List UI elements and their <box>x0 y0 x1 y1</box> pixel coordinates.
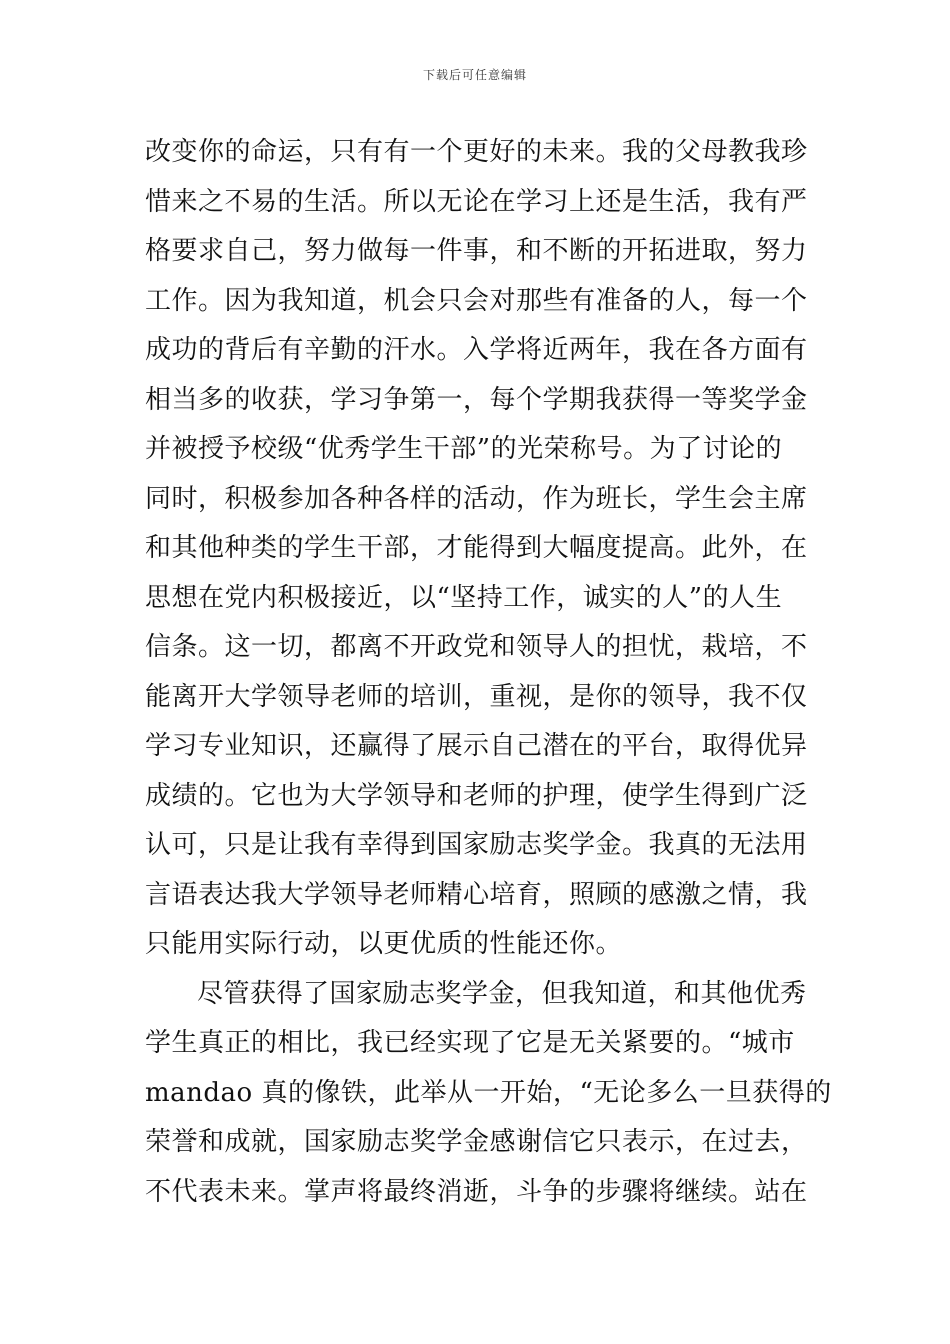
text-line: 思想在党内积极接近，以“坚持工作，诚实的人”的人生 <box>145 582 783 613</box>
text-line: 惜来之不易的生活。所以无论在学习上还是生活，我有严 <box>145 186 808 217</box>
text-line: 学习专业知识，还赢得了展示自己潜在的平台，取得优异 <box>145 731 808 761</box>
text-line: 并被授予校级“优秀学生干部”的光荣称号。为了讨论的 <box>145 434 783 464</box>
paragraph-1 <box>145 128 807 970</box>
paragraph-2 <box>145 970 832 1218</box>
text-line: 言语表达我大学领导老师精心培育，照顾的感激之情，我 <box>145 879 808 910</box>
text-line: 认可，只是让我有幸得到国家励志奖学金。我真的无法用 <box>145 830 808 860</box>
text-line: 成功的背后有辛勤的汗水。入学将近两年，我在各方面有 <box>145 335 808 365</box>
text-line: 相当多的收获，学习争第一，每个学期我获得一等奖学金 <box>145 384 808 415</box>
text-line: 尽管获得了国家励志奖学金，但我知道，和其他优秀 <box>197 978 807 1009</box>
page-header: 下载后可任意编辑 <box>422 68 527 82</box>
text-line: 只能用实际行动，以更优质的性能还你。 <box>145 929 623 959</box>
text-line: 荣誉和成就，国家励志奖学金感谢信它只表示，在过去， <box>145 1127 808 1157</box>
text-line: 不代表未来。掌声将最终消逝，斗争的步骤将继续。站在 <box>145 1176 808 1207</box>
text-line: 工作。因为我知道，机会只会对那些有准备的人，每一个 <box>145 285 808 316</box>
document-body <box>145 128 832 1217</box>
text-line: 学生真正的相比，我已经实现了它是无关紧要的。“城市 <box>145 1028 795 1058</box>
text-line: 格要求自己，努力做每一件事，和不断的开拓进取，努力 <box>145 236 808 266</box>
text-line: 信条。这一切，都离不开政党和领导人的担忧，栽培，不 <box>145 632 808 662</box>
text-line: 同时，积极参加各种各样的活动，作为班长，学生会主席 <box>145 483 808 514</box>
text-line: 成绩的。它也为大学领导和老师的护理，使学生得到广泛 <box>145 780 808 811</box>
text-line: mandao 真的像铁，此举从一开始，“无论多么一旦获得的 <box>145 1077 832 1108</box>
text-line: 能离开大学领导老师的培训，重视，是你的领导，我不仅 <box>145 681 808 712</box>
text-line: 和其他种类的学生干部，才能得到大幅度提高。此外，在 <box>145 533 808 563</box>
text-line: 改变你的命运，只有有一个更好的未来。我的父母教我珍 <box>145 137 808 167</box>
